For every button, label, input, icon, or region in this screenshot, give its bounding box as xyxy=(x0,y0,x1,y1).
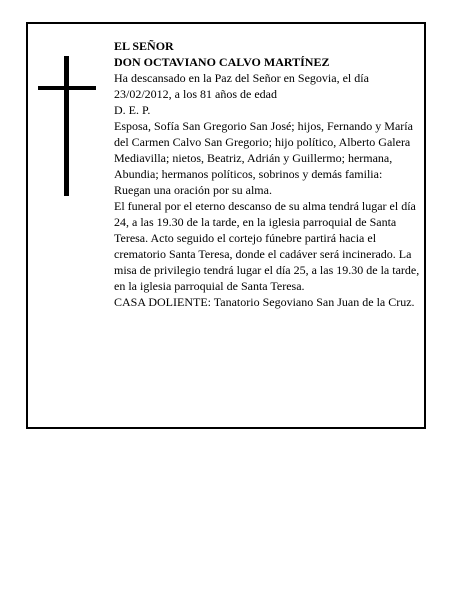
rip-line: D. E. P. xyxy=(114,103,151,117)
cross-icon xyxy=(64,56,69,196)
deceased-title: EL SEÑOR xyxy=(114,39,174,53)
family-list: Esposa, Sofía San Gregorio San José; hijos, Fernando y María del Carmen Calvo San Gregorio; hijo político, Alberto Galera Mediavilla; nietos, Beatriz, Adrián y Guillermo; hermana, Abundia; hermanos políticos, sobrinos y demás familia: xyxy=(114,119,413,181)
obituary-text xyxy=(114,38,422,310)
deceased-name: DON OCTAVIANO CALVO MARTÍNEZ xyxy=(114,55,330,69)
casa-doliente: CASA DOLIENTE: Tanatorio Segoviano San Juan de la Cruz. xyxy=(114,295,415,309)
prayer-request: Ruegan una oración por su alma. xyxy=(114,183,272,197)
funeral-details: El funeral por el eterno descanso de su alma tendrá lugar el día 24, a las 19.30 de la tarde, en la iglesia parroquial de Santa Teresa. Acto seguido el cortejo fúnebre partirá hacia el crematorio Santa Teresa, donde el cadáver será incinerado. La misa de privilegio tendrá lugar el día 25, a las 19.30 de la tarde, en la iglesia parroquial de Santa Teresa. xyxy=(114,199,420,293)
death-announcement: Ha descansado en la Paz del Señor en Segovia, el día 23/02/2012, a los 81 años de edad xyxy=(114,71,369,101)
cross-icon-bar xyxy=(38,86,96,90)
